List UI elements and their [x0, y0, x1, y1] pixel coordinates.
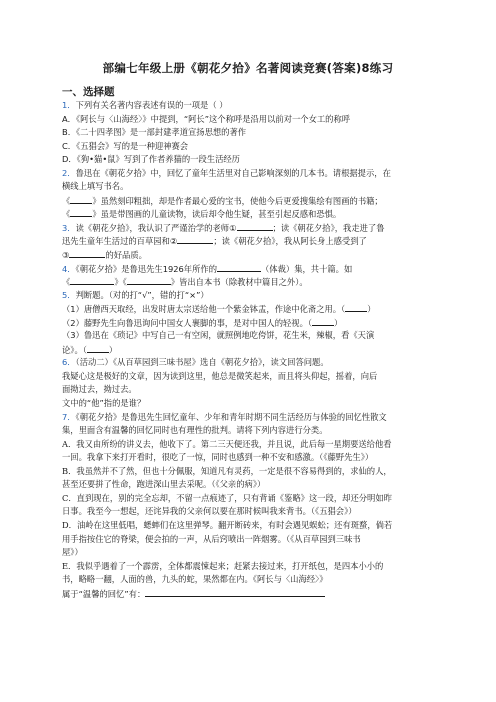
line-text: （体裁）集，共十篇。如: [261, 263, 353, 274]
question-4: [62, 262, 446, 276]
line-text: 》皆出自本书（除教材中篇目之外）。: [170, 277, 308, 288]
excerpt-e: 书，略略一翻，人面的兽，九头的蛇，果然都在内。《阿长与〈山海经〉》: [62, 574, 328, 585]
question-3-line: [62, 248, 446, 262]
excerpt-b: B．我虽然并不了然，但也十分佩服，知道凡有灵药，一定是很不容易得到的，求仙的人，: [62, 465, 392, 476]
line-text: 》虽然刻印粗拙，却是作者最心爱的宝书，使他今后更爱搜集绘有图画的书籍；: [92, 195, 383, 206]
line-text: 论》。（: [62, 344, 87, 355]
line-text: 迅先生童年生活过的百草园和②: [62, 236, 178, 247]
question-number: 2．: [62, 167, 76, 178]
answer-blank[interactable]: [70, 194, 92, 204]
line-text: ）: [367, 304, 376, 315]
question-stem: 《朝花夕拾》是鲁迅先生回忆童年、少年和青年时期不同生活经历与体验的回忆性散文: [75, 411, 387, 422]
judgement-item-1: [62, 302, 446, 316]
line-text: 《朝花夕拾》是鲁迅先生1926年所作的: [75, 263, 217, 274]
option-b: B．《二十四孝图》是一部封建孝道宣扬思想的著作: [62, 127, 247, 138]
section-heading: 一、选择题: [62, 86, 115, 98]
excerpt-d: D．油岭在这里低唱，蟋蟀们在这里弹琴。翻开断砖来，有时会遇见蜈蚣；还有斑蝥，倘若: [62, 519, 393, 530]
answer-blank[interactable]: [237, 221, 273, 231]
question-stem: （活动二）《从百草园到三味书屋》选自《朝花夕拾》，读文回答问题。: [75, 357, 329, 368]
question-6-ask: 文中的“他”指的是谁？: [62, 398, 146, 409]
line-text: ）: [334, 317, 343, 328]
answer-blank[interactable]: [312, 316, 334, 326]
question-1: [62, 99, 446, 113]
excerpt-d: 用手指按住它的脊梁，便会拍的一声，从后窍喷出一阵烟雾。（《从百草园到三味书: [62, 533, 361, 544]
line-text: ③: [62, 250, 70, 261]
question-2: [62, 167, 446, 181]
option-c: C．《五猖会》写的是一种迎神赛会: [62, 140, 189, 151]
answer-blank[interactable]: [127, 275, 171, 285]
option-a: A．《阿长与〈山海经〉》中提到，“阿长”这个称呼是沿用以前对一个女工的称呼: [62, 113, 351, 124]
line-text: 的好品质。: [105, 250, 147, 261]
bracket-open: 《: [62, 209, 71, 220]
question-7-answer-line: [62, 587, 446, 601]
question-3: [62, 221, 446, 235]
answer-blank[interactable]: [87, 343, 109, 353]
excerpt-e: E．我似乎遇着了一个霹雳，全体都震悚起来；赶紧去接过来，打开纸包，是四本小小的: [62, 560, 384, 571]
question-number: 5．: [62, 289, 76, 300]
question-stem: 鲁迅在《朝花夕拾》中，回忆了童年生活里对自己影响深刻的几本书。请根据提示，在: [75, 167, 391, 178]
answer-blank[interactable]: [70, 275, 114, 285]
question-5: [62, 289, 446, 303]
excerpt-c: C．直到现在，别的完全忘却，不留一点痕迹了，只有背诵《鉴略》这一段，却还分明如昨: [62, 492, 392, 503]
line-text: 》《: [114, 277, 127, 288]
question-number: 4．: [62, 263, 76, 274]
line-text: 》虽是带图画的儿童读物，读后却令他生疑，甚至引起反感和恐惧。: [92, 209, 342, 220]
line-text: ；读《朝花夕拾》，我走进了鲁: [272, 222, 385, 233]
excerpt-line: 面拗过去，拗过去。: [62, 384, 137, 395]
question-6: [62, 356, 446, 370]
excerpt-a: A．我又由所纷的讲义去，他收下了。第二三天便还我，并且说，此后每一星期要送给他看: [62, 438, 392, 449]
excerpt-d: 屋》）: [62, 547, 83, 558]
judgement-item-3-line: [62, 343, 446, 357]
bracket-open: 《: [62, 195, 71, 206]
answer-blank[interactable]: [145, 587, 325, 597]
question-number: 3．: [62, 222, 76, 233]
excerpt-c: 日事。我至今一想起，还诧异我的父亲何以要在那时候叫我来背书。（《五猖会》）: [62, 506, 357, 517]
question-stem: 下列有关名著内容表述有误的一项是（ ）: [75, 100, 228, 110]
question-stem: 判断题。（对的打“√”，错的打“×”）: [75, 289, 209, 300]
answer-blank[interactable]: [70, 207, 92, 217]
line-text: （2）藤野先生向鲁迅询问中国女人裹脚的事，是对中国人的轻视。（: [62, 317, 313, 328]
question-7-line: 集，里面含有温馨的回忆同时也有理性的批判。请将下列内容进行分类。: [62, 425, 328, 436]
judgement-item-3: （3）鲁迅在《琐记》中写自己一有空闲，就照例地吃侉饼，花生米，辣椒，看《天演: [62, 330, 375, 341]
excerpt-line: 我疑心这是极好的文章，因为读到这里，他总是微笑起来，而且将头仰起，摇着，向后: [62, 370, 378, 381]
line-text: （1）唐僧西天取经，出发时唐太宗送给他一个紫金钵盂，作途中化斋之用。（: [62, 304, 346, 315]
question-2-line: [62, 194, 446, 208]
question-4-line: [62, 275, 446, 289]
bracket-open: 《: [62, 277, 71, 288]
question-2-line: 横线上填写书名。: [62, 181, 129, 192]
line-text: 读《朝花夕拾》，我认识了严谨治学的老师①: [75, 222, 237, 233]
answer-blank[interactable]: [217, 262, 261, 272]
question-number: 6．: [62, 357, 76, 368]
excerpt-b: 甚至还要拼了性命，跑进深山里去采呢。（《父亲的病》）: [62, 479, 266, 490]
question-number: 1．: [62, 100, 76, 110]
question-2-line: [62, 207, 446, 221]
excerpt-a: 一回。我拿下来打开看时，很吃了一惊，同时也感到一种不安和感激。（《藤野先生》）: [62, 452, 374, 463]
answer-blank[interactable]: [177, 234, 213, 244]
question-number: 7．: [62, 411, 76, 422]
judgement-item-2: [62, 316, 446, 330]
answer-blank[interactable]: [345, 302, 367, 312]
line-text: ）: [108, 344, 118, 355]
option-d: D．《狗•猫•鼠》写到了作者养猫的一段生活经历: [62, 154, 240, 165]
answer-blank[interactable]: [69, 248, 105, 258]
question-3-line: [62, 234, 446, 248]
question-7: [62, 411, 446, 425]
line-text: ；读《朝花夕拾》，我从阿长身上感受到了: [213, 236, 367, 247]
line-text: 属于“温馨的回忆”有：: [62, 588, 146, 599]
document-body: [62, 99, 446, 600]
document-title: 部编七年级上册《朝花夕拾》名著阅读竞赛(答案)8练习: [102, 61, 394, 75]
